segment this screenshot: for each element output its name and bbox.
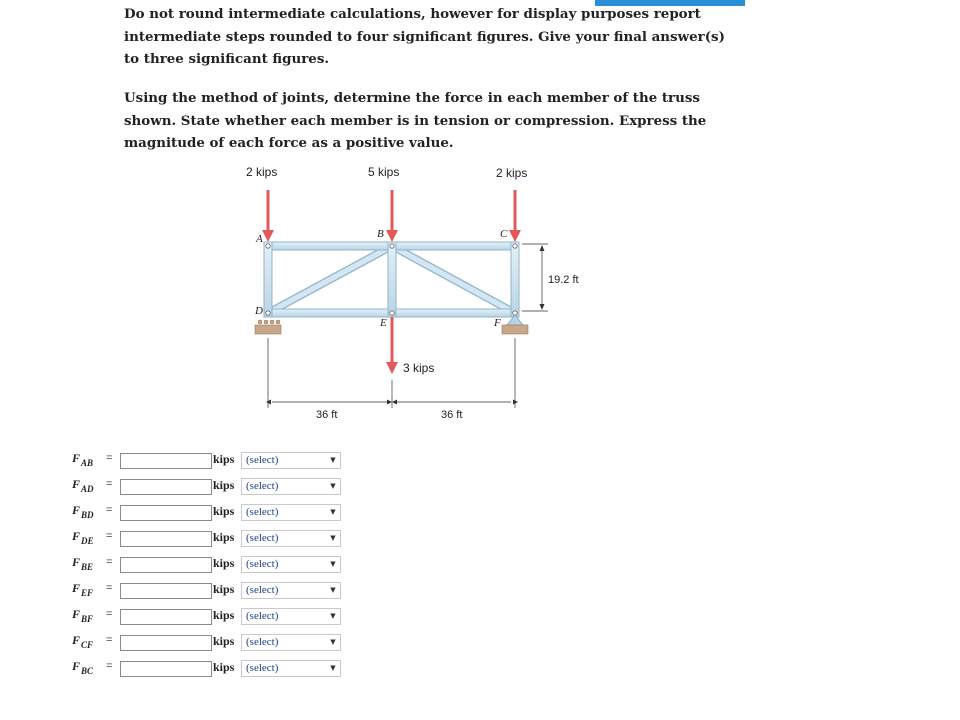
units-label: kips [213,608,235,622]
force-input-ad[interactable] [120,479,212,495]
direction-select-cf[interactable]: (select) ▼ [241,634,341,651]
dropdown-arrow-icon: ▼ [330,664,336,672]
equals-sign: = [106,608,113,620]
dropdown-arrow-icon: ▼ [330,586,336,594]
load-label-b: 5 kips [368,165,400,179]
answer-row-fbf [0,605,400,629]
equals-sign: = [106,582,113,594]
answer-label: $F_{CF}$ [72,633,94,650]
direction-select-ab[interactable]: (select) ▼ [241,452,341,469]
answer-row-fef [0,579,400,603]
direction-select-de[interactable]: (select) ▼ [241,530,341,547]
answer-label: $F_{EF}$ [72,581,94,598]
member-bd [268,246,392,313]
dropdown-arrow-icon: ▼ [330,482,336,490]
joint-label-d: D [255,305,263,317]
answer-label: $F_{BD}$ [72,503,94,520]
answer-row-fab [0,449,400,473]
units-label: kips [213,452,235,466]
units-label: kips [213,634,235,648]
direction-select-bc[interactable]: (select) ▼ [241,660,341,677]
span-left-label: 36 ft [316,409,338,421]
joint-label-c: C [500,228,508,240]
force-input-cf[interactable] [120,635,212,651]
equals-sign: = [106,660,113,672]
dropdown-arrow-icon: ▼ [330,534,336,542]
answer-row-fbd [0,501,400,525]
joint-label-b: B [377,228,384,240]
force-input-ef[interactable] [120,583,212,599]
answer-row-fbe [0,553,400,577]
dropdown-arrow-icon: ▼ [330,456,336,464]
height-dimension [522,244,548,311]
force-input-bc[interactable] [120,661,212,677]
rounding-instructions: Do not round intermediate calculations, however for display purposes report intermediate steps rounded to four significant figures. Give your final answer(s) to three significant figures. [124,6,725,67]
pin-d [266,311,270,315]
load-label-a: 2 kips [246,165,278,179]
dropdown-arrow-icon: ▼ [330,612,336,620]
height-label: 19.2 ft [548,274,579,286]
direction-select-ad[interactable]: (select) ▼ [241,478,341,495]
units-label: kips [213,556,235,570]
force-input-be[interactable] [120,557,212,573]
direction-select-be[interactable]: (select) ▼ [241,556,341,573]
equals-sign: = [106,556,113,568]
dropdown-arrow-icon: ▼ [330,560,336,568]
span-right-label: 36 ft [441,409,463,421]
roller-support-d [255,320,281,334]
answer-label: $F_{BC}$ [72,659,94,676]
units-label: kips [213,660,235,674]
units-label: kips [213,478,235,492]
answer-label: $F_{AD}$ [72,477,94,494]
units-label: kips [213,530,235,544]
joint-label-f: F [494,317,501,329]
joint-label-e: E [380,317,387,329]
answer-label: $F_{BF}$ [72,607,94,624]
joint-label-a: A [256,233,263,245]
pin-support-f [502,315,528,334]
equals-sign: = [106,478,113,490]
direction-select-bf[interactable]: (select) ▼ [241,608,341,625]
equals-sign: = [106,504,113,516]
answer-row-fcf [0,631,400,655]
answer-label: $F_{AB}$ [72,451,94,468]
load-arrow-b [386,190,398,242]
direction-select-ef[interactable]: (select) ▼ [241,582,341,599]
units-label: kips [213,582,235,596]
force-input-ab[interactable] [120,453,212,469]
equals-sign: = [106,634,113,646]
load-arrow-e [386,317,398,374]
load-label-c: 2 kips [496,166,528,180]
pin-b [390,244,394,248]
force-input-bf[interactable] [120,609,212,625]
dropdown-arrow-icon: ▼ [330,638,336,646]
pin-c [513,244,517,248]
member-bf [392,246,515,313]
answer-row-fde [0,527,400,551]
load-arrow-a [262,190,274,242]
member-be [388,242,396,317]
dropdown-arrow-icon: ▼ [330,508,336,516]
member-ad [264,242,272,317]
answer-label: $F_{DE}$ [72,529,94,546]
load-arrow-c [509,190,521,242]
direction-select-bd[interactable]: (select) ▼ [241,504,341,521]
answer-row-fad [0,475,400,499]
pin-a [266,244,270,248]
force-input-de[interactable] [120,531,212,547]
equals-sign: = [106,452,113,464]
answer-row-fbc [0,657,400,681]
equals-sign: = [106,530,113,542]
force-input-bd[interactable] [120,505,212,521]
problem-statement: Using the method of joints, determine the force in each member of the truss shown. State whether each member is in tension or compression. Express the magnitude of each force as a positive value. [124,90,707,151]
pin-e [390,311,394,315]
load-label-e: 3 kips [403,361,435,375]
member-cf [511,242,519,317]
answer-label: $F_{BE}$ [72,555,94,572]
units-label: kips [213,504,235,518]
